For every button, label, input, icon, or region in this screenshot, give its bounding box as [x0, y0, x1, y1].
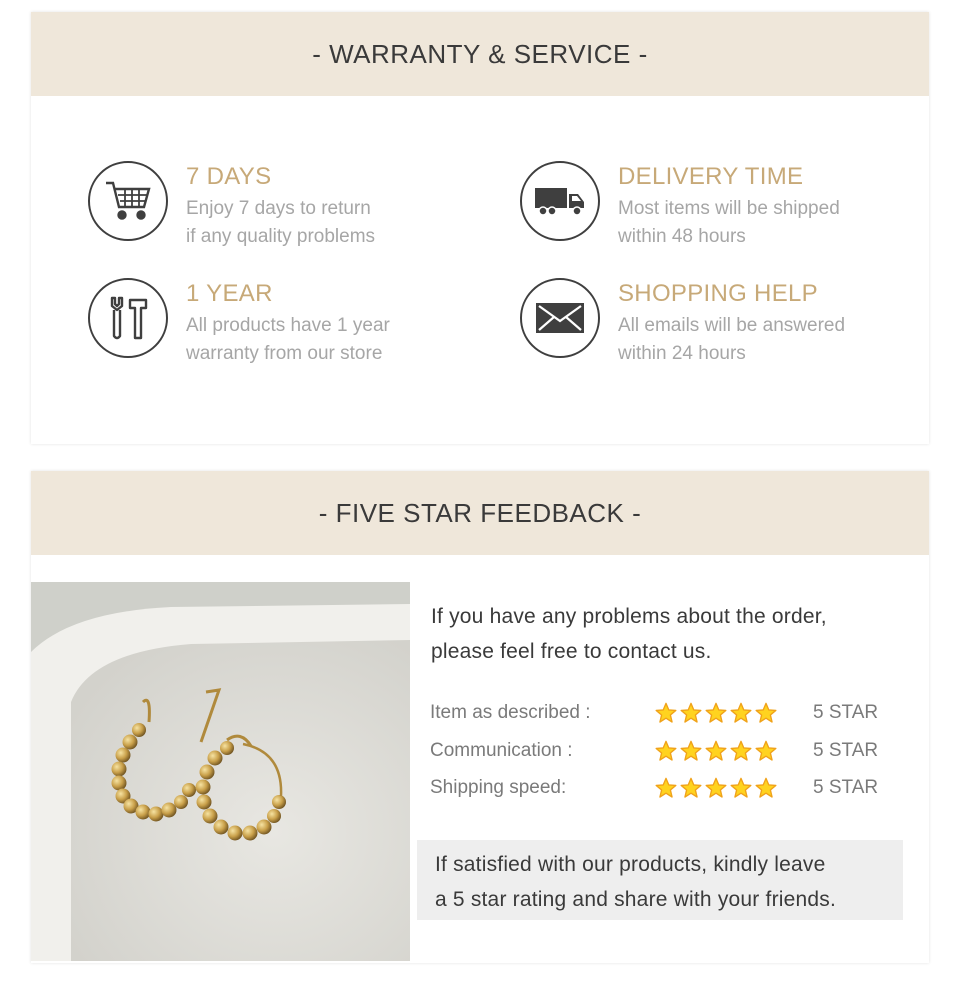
service-description: Enjoy 7 days to return if any quality problems: [186, 198, 376, 247]
rating-row-communication: [430, 736, 900, 766]
rating-label: Item as described :: [430, 702, 591, 723]
rating-value: 5 STAR: [813, 740, 879, 761]
rating-request-note: If satisfied with our products, kindly leave a 5 star rating and share with your friends.: [417, 840, 903, 920]
star-rating: [655, 777, 777, 799]
service-item-1-year: [88, 278, 390, 368]
warranty-banner: [31, 12, 929, 96]
service-item-delivery-time: [520, 161, 840, 251]
star-icon: [705, 740, 727, 762]
star-icon: [730, 702, 752, 724]
star-icon: [705, 777, 727, 799]
rating-row-item-as-described: [430, 698, 900, 728]
warranty-panel: [31, 12, 929, 444]
feedback-banner: [31, 471, 929, 555]
service-title: 7 DAYS: [186, 163, 272, 190]
star-icon: [705, 702, 727, 724]
service-description: All products have 1 year warranty from our store: [186, 315, 390, 364]
rating-value: 5 STAR: [813, 702, 879, 723]
service-item-shopping-help: [520, 278, 845, 368]
rating-label: Communication :: [430, 740, 573, 761]
feedback-title: - FIVE STAR FEEDBACK -: [318, 497, 642, 528]
star-icon: [755, 740, 777, 762]
service-title: 1 YEAR: [186, 280, 273, 307]
gold-beaded-hoop-earrings-photo: [31, 582, 410, 961]
star-icon: [730, 740, 752, 762]
service-description: All emails will be answered within 24 hours: [618, 315, 846, 364]
star-icon: [680, 777, 702, 799]
shopping-cart-icon: [88, 161, 168, 241]
delivery-truck-icon: [520, 161, 600, 241]
star-icon: [680, 740, 702, 762]
service-description: Most items will be shipped within 48 hours: [618, 198, 840, 247]
service-title: DELIVERY TIME: [618, 163, 804, 190]
star-rating: [655, 702, 777, 724]
star-icon: [730, 777, 752, 799]
rating-row-shipping-speed: [430, 773, 900, 803]
rating-value: 5 STAR: [813, 777, 879, 798]
star-icon: [680, 702, 702, 724]
star-icon: [655, 740, 677, 762]
star-icon: [755, 702, 777, 724]
star-icon: [755, 777, 777, 799]
star-rating: [655, 740, 777, 762]
star-icon: [655, 777, 677, 799]
contact-message: If you have any problems about the order, please feel free to contact us.: [431, 605, 827, 663]
tools-icon: [88, 278, 168, 358]
service-item-7-days: [88, 161, 375, 251]
rating-label: Shipping speed:: [430, 777, 567, 798]
feedback-panel: [31, 471, 929, 963]
envelope-icon: [520, 278, 600, 358]
service-title: SHOPPING HELP: [618, 280, 818, 307]
star-icon: [655, 702, 677, 724]
warranty-title: - WARRANTY & SERVICE -: [312, 38, 648, 69]
